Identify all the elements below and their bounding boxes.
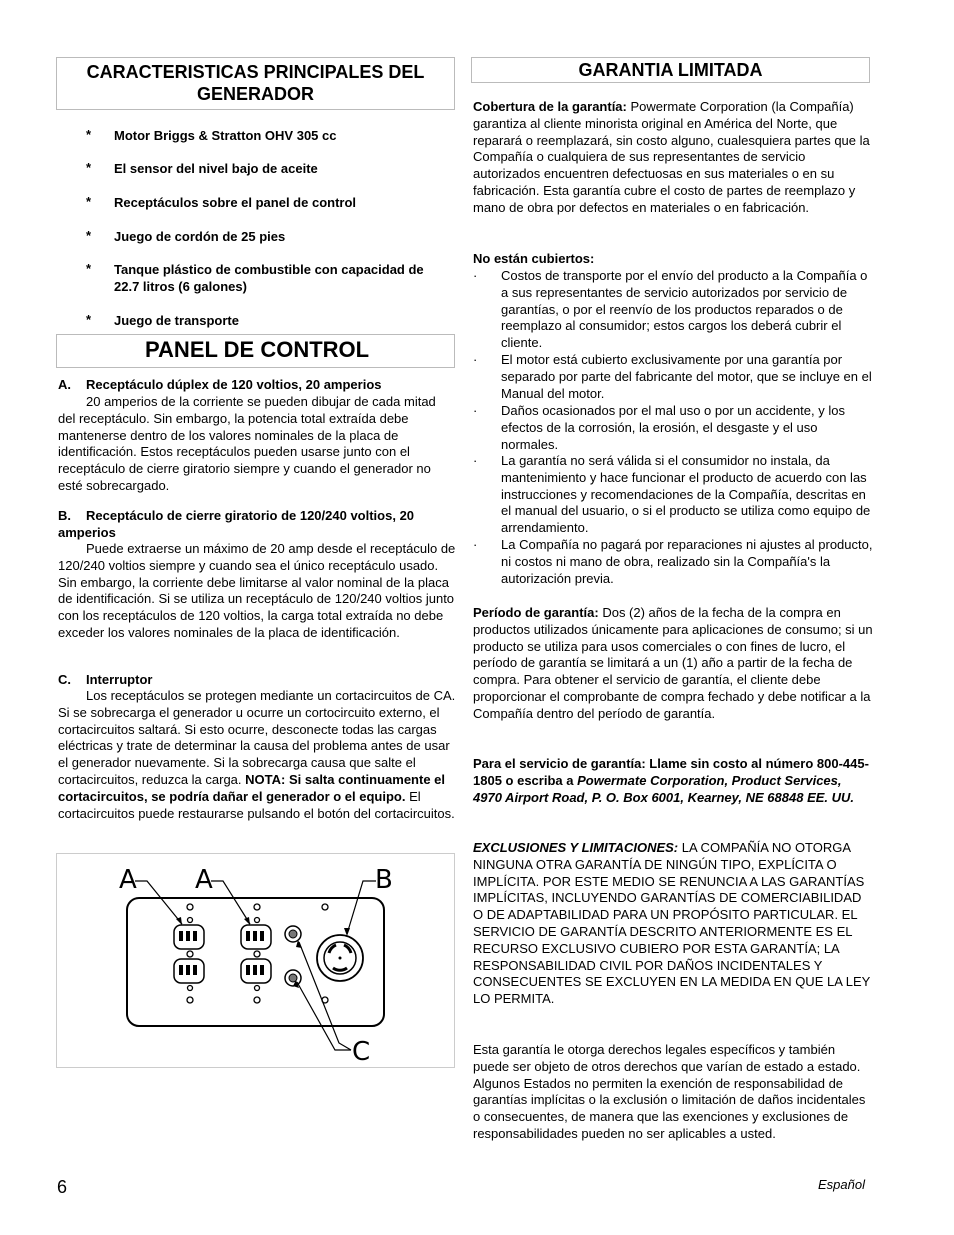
- label-c: C: [352, 1037, 371, 1067]
- circuit-breaker-2: [285, 970, 301, 986]
- panel-title: PANEL DE CONTROL: [145, 337, 370, 362]
- coverage-paragraph: Cobertura de la garantía: Powermate Corporation (la Compañía) garantiza al cliente minorista original en América del Norte, que reparará o reemplazará, sin costo alguno, cualesquiera partes que la Compañía o cualquiera de sus representantes de servicio autorizados encuentren defectuosas en sus materiales o en su fabricación. Esta garantía cubre el costo de partes de reemplazo y mano de obra por defectos en materiales o en fabricación.: [473, 99, 870, 215]
- section-a-body: 20 amperios de la corriente se pueden dibujar de cada mitad del receptáculo. Sin embargo, la potencia total extraída debe mantenerse dentro de los valores nominales de la placa de identificación. Estos receptáculos pueden usarse junto con el receptáculo de cierre giratorio siempre y cuando el generador no esté sobrecargado.: [58, 394, 436, 493]
- section-c-tail: El cortacircuitos puede restaurarse pulsando el botón del cortacircuitos.: [58, 788, 455, 821]
- panel-title-box: [56, 334, 455, 368]
- page-number: 6: [57, 1177, 68, 1197]
- features-title: CARACTERISTICAS PRINCIPALES DEL GENERADOR: [86, 62, 425, 104]
- label-a-1: A: [119, 865, 137, 895]
- features-title-box: [56, 57, 455, 110]
- list-item: · Daños ocasionados por el mal uso o por un accidente, y los efectos de la corrosión, la erosión, el desgaste y el uso normales.: [473, 403, 845, 452]
- section-a-heading: Receptáculo dúplex de 120 voltios, 20 amperios: [86, 377, 382, 392]
- list-item: · El motor está cubierto exclusivamente por una garantía por separado por parte del fabricante del motor, que se incluye en el Manual del motor.: [473, 352, 872, 401]
- section-c-label: C.: [58, 672, 71, 687]
- twist-lock-receptacle: [317, 935, 363, 981]
- duplex-receptacle-3: [241, 925, 271, 949]
- rights-paragraph: Esta garantía le otorga derechos legales específicos y también puede ser objeto de otros derechos que varían de estado a estado. Algunos Estados no permiten la exención de responsabilidad de garantías implícitas o la exclusión o limitación de daños incidentales o consecuentes, de manera que las exenciones y exclusiones de responsabilidades pueden no ser aplicables a usted.: [473, 1042, 866, 1141]
- list-item: · La garantía no será válida si el consumidor no instala, da mantenimiento y hace funcionar el producto de acuerdo con las instrucciones y recomendaciones de la Compañía, descritas en el manual del usuario, o si el producto se utiliza como equipo de arrendamiento.: [473, 453, 871, 536]
- section-c-note: NOTA: Si salta continuamente el cortacircuitos, se podría dañar el generador o el equipo.: [58, 771, 446, 804]
- period-paragraph: Período de garantía: Dos (2) años de la fecha de la compra en productos utilizados únicamente para aplicaciones de consumo; si un producto se utiliza para usos comerciales o con fines de lucro, el período de garantía se limitará a un (1) año a partir de la fecha de compra. Para obtener el servicio de garantía, el cliente debe proporcionar el comprobante de compra fechado y debe notificar a la Compañía dentro del período de garantía.: [473, 605, 873, 721]
- language-label: Español: [818, 1177, 865, 1192]
- duplex-receptacle-2: [174, 959, 204, 983]
- duplex-receptacle-1: [174, 925, 204, 949]
- section-c-body: Los receptáculos se protegen mediante un cortacircuitos de CA. Si se sobrecarga el generador u ocurre un cortocircuito externo, el cortacircuitos saltará. Si esto ocurre, desconecte todas las cargas eléctricas y trate de determinar la causa del problema antes de usar el generador nuevamente. Si la sobrecarga causa que salte el cortacircuitos, reduzca la carga.: [58, 688, 456, 787]
- list-item: · Costos de transporte por el envío del producto a la Compañía o a sus representantes de servicio autorizados por servicio de garantías, o por el reenvío de los productos reparados o de reemplazo al consumidor; estos cargos los deberá cubrir el cliente.: [473, 268, 868, 351]
- section-c-body-block: [58, 688, 456, 822]
- not-covered-label: No están cubiertos:: [473, 251, 595, 266]
- exclusions-paragraph: EXCLUSIONES Y LIMITACIONES: LA COMPAÑÍA NO OTORGA NINGUNA OTRA GARANTÍA DE NINGÚN TIPO, EXPLÍCITA O IMPLÍCITA. POR ESTE MEDIO SE RENUNCIA A LAS GARANTÍAS IMPLÍCITAS, INCLUYENDO GARANTÍAS DE COMERCIABILIDAD O DE ADAPTABILIDAD PARA UN PROPÓSITO PARTICULAR. EL SERVICIO DE GARANTÍA DESCRITO ANTERIORMENTE ES EL RECURSO EXCLUSIVO CUBIERO POR ESTA GARANTÍA; LA RESPONSABILIDAD CIVIL POR DAÑOS INCIDENTALES Y CONSECUENTES SE EXCLUYEN EN LA MEDIDA EN QUE LA LEY LO PERMITA.: [473, 840, 871, 1007]
- duplex-receptacle-4: [241, 959, 271, 983]
- section-c-heading: Interruptor: [86, 672, 153, 687]
- label-a-2: A: [195, 865, 213, 895]
- section-b-heading-block: B. Receptáculo de cierre giratorio de 120/240 voltios, 20 amperios: [58, 508, 415, 540]
- section-b-body: Puede extraerse un máximo de 20 amp desde el receptáculo de 120/240 voltios siempre y cuando sea el único receptáculo usado. Sin embargo, la corriente debe limitarse al valor nominal de la placa de identificación. Si se utiliza un receptáculo de 120/240 voltios junto con los receptáculos de 120 voltios, la carga total extraída no debe exceder los valores nominales de la placa de identificación.: [58, 541, 456, 640]
- warranty-title: GARANTIA LIMITADA: [578, 60, 763, 80]
- label-b: B: [375, 865, 393, 895]
- warranty-title-box: [471, 57, 870, 83]
- circuit-breaker-1: [285, 926, 301, 942]
- control-panel-diagram: [56, 853, 455, 1068]
- control-panel-illustration: [57, 854, 454, 1067]
- list-item: · La Compañía no pagará por reparaciones ni ajustes al producto, ni costos ni mano de obra, realizado sin la Compañía's la autorización previa.: [473, 537, 873, 586]
- section-a-label: A.: [58, 377, 71, 392]
- service-paragraph: Para el servicio de garantía: Llame sin costo al número 800-445-1805 o escriba a Powermate Corporation, Product Services, 4970 Airport Road, P. O. Box 6001, Kearney, NE 68848 EE. UU.: [473, 756, 869, 805]
